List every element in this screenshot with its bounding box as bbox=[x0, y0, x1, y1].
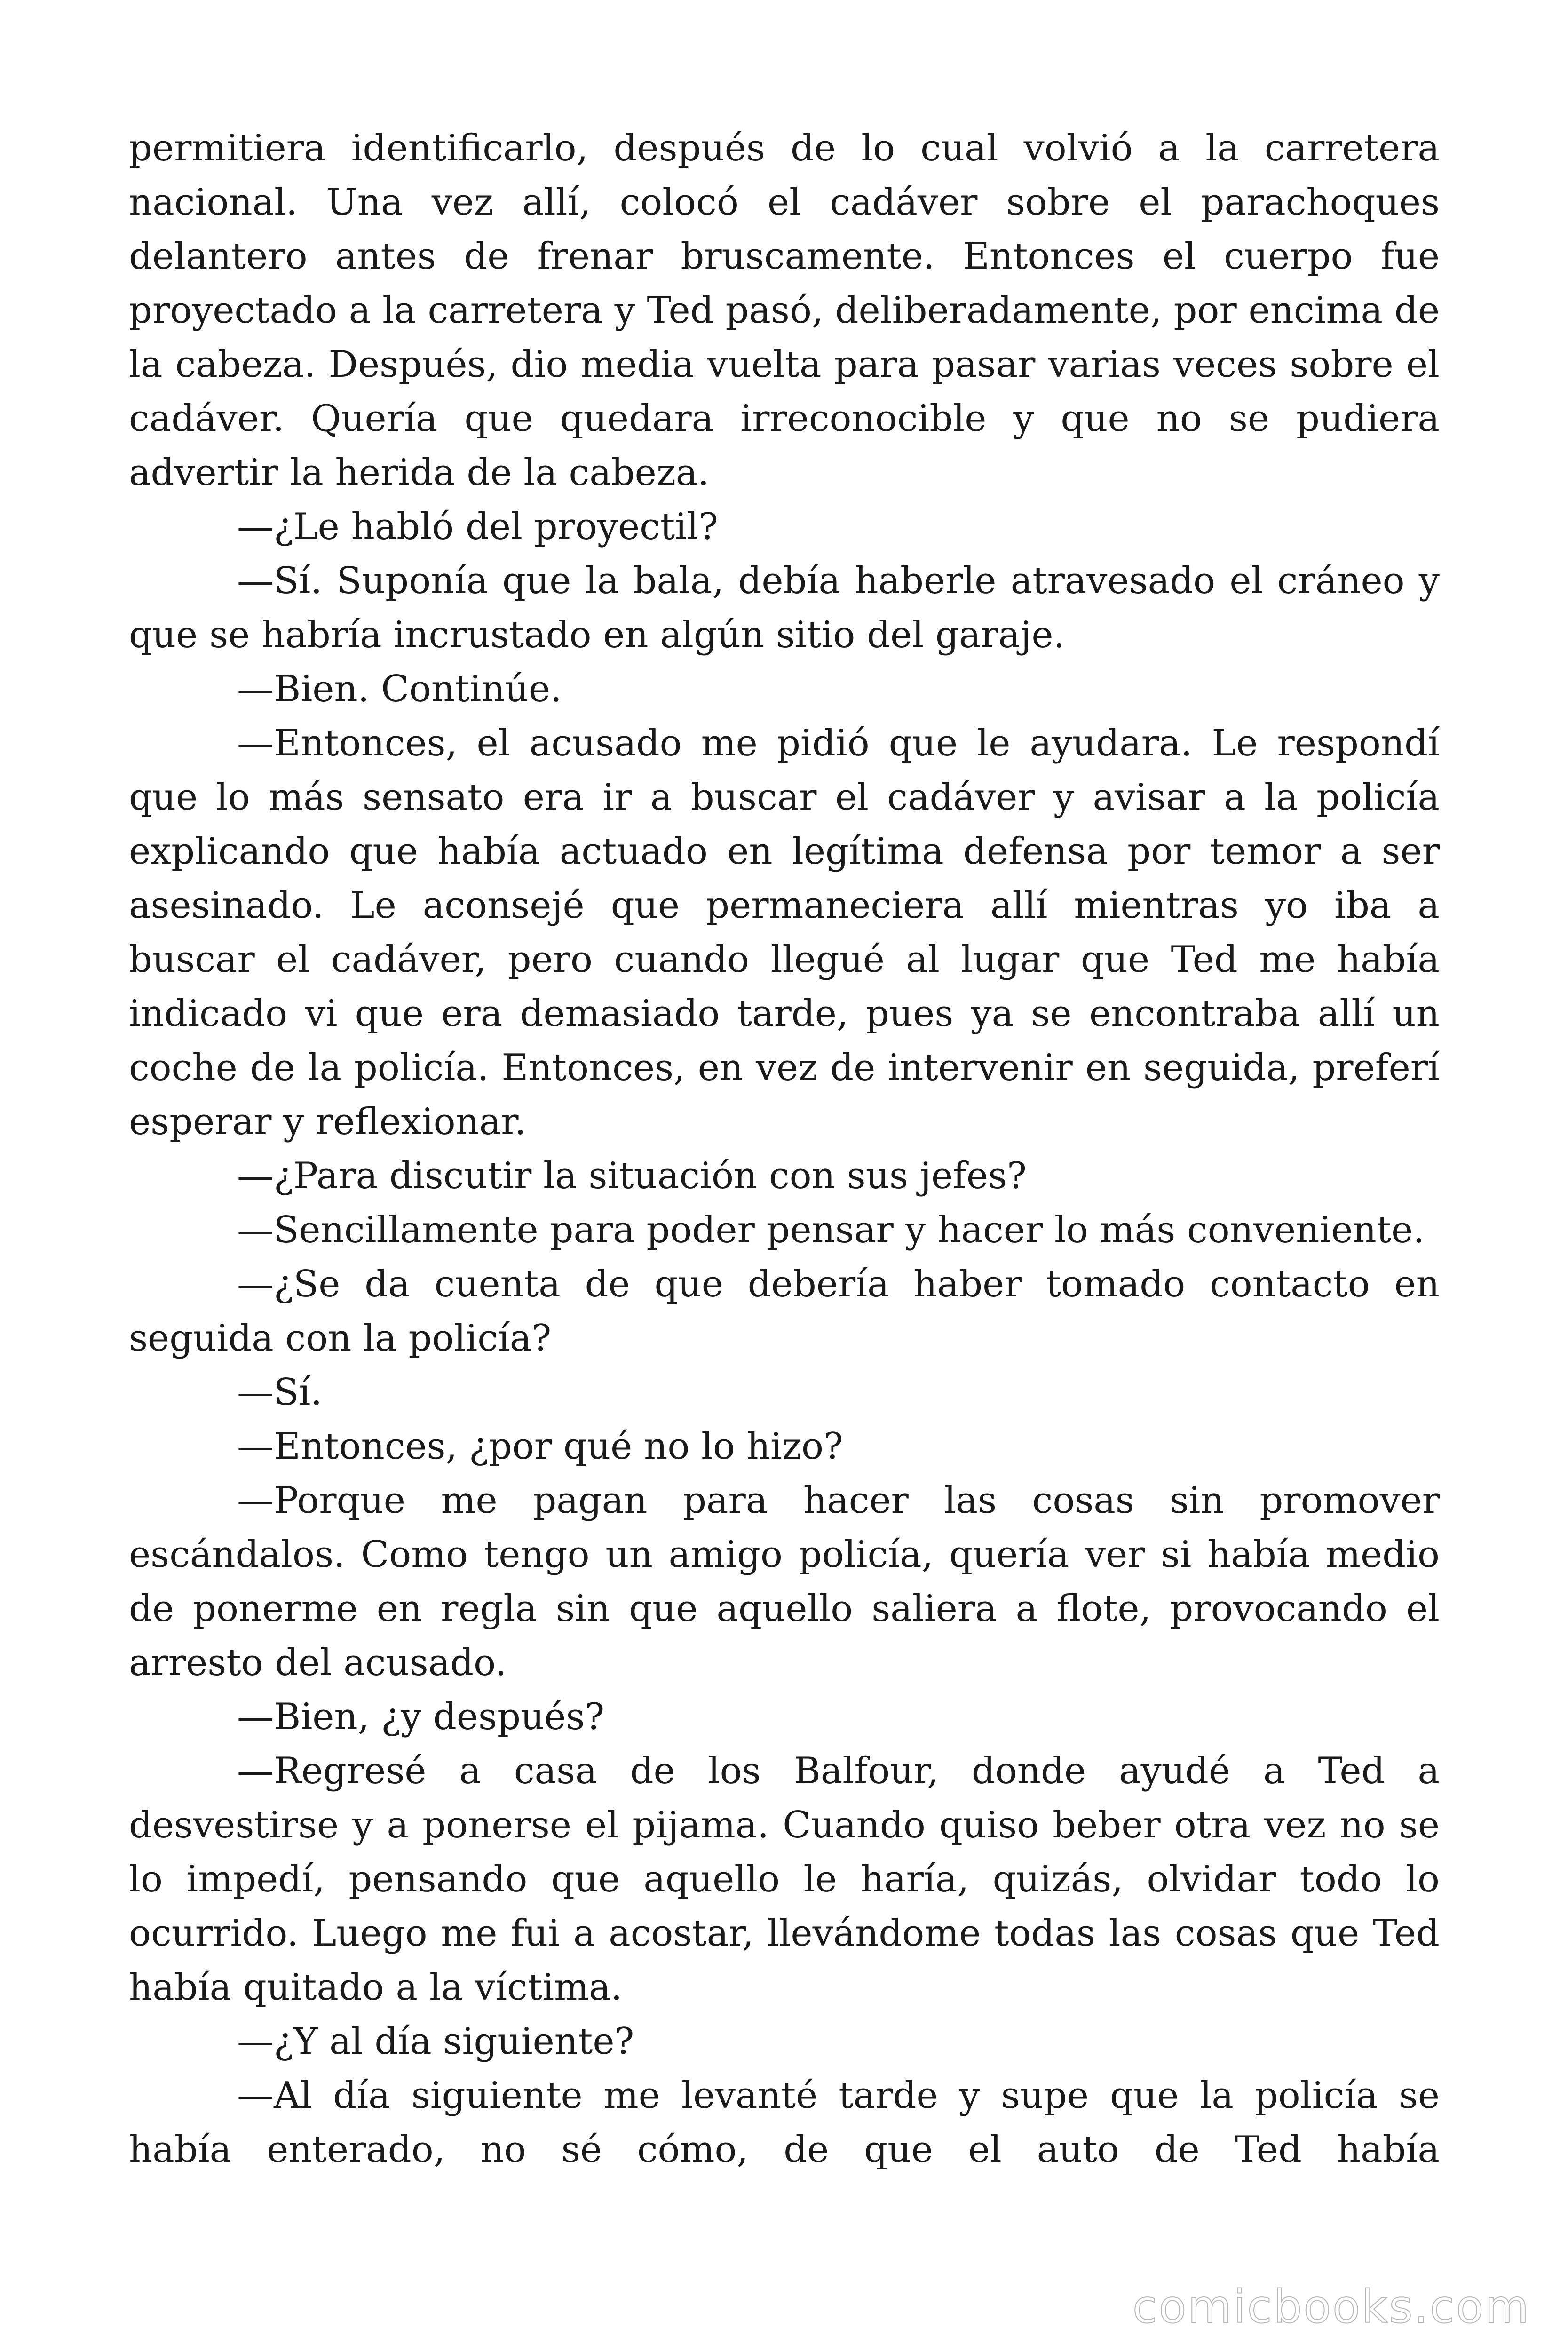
dialogue-line: —Entonces, ¿por qué no lo hizo? bbox=[237, 1425, 843, 1468]
dialogue-line: —Sí. bbox=[237, 1371, 323, 1414]
dialogue-line: —¿Le habló del proyectil? bbox=[237, 506, 718, 548]
dialogue-line: —Porque me pagan para hacer las cosas sin promover escándalos. Como tengo un amigo policía, quería ver si había medio de ponerme en regla sin que aquello saliera a flote, provocando el arresto del acusado. bbox=[129, 1479, 1440, 1684]
dialogue-line: —Bien. Continúe. bbox=[237, 668, 562, 710]
dialogue-line: —¿Para discutir la situación con sus jefes? bbox=[237, 1155, 1027, 1197]
dialogue-line: —Entonces, el acusado me pidió que le ayudara. Le respondí que lo más sensato era ir a buscar el cadáver y avisar a la policía explicando que había actuado en legítima defensa por temor a ser asesinado. Le aconsejé que permaneciera allí mientras yo iba a buscar el cadáver, pero cuando llegué al lugar que Ted me había indicado vi que era demasiado tarde, pues ya se encontraba allí un coche de la policía. Entonces, en vez de intervenir en seguida, preferí esperar y reflexionar. bbox=[129, 722, 1440, 1143]
dialogue-line: —Sí. Suponía que la bala, debía haberle atravesado el cráneo y que se habría incrustado en algún sitio del garaje. bbox=[129, 560, 1440, 656]
watermark: comicbooks.com bbox=[1132, 2280, 1530, 2333]
dialogue-line: —Regresé a casa de los Balfour, donde ayudé a Ted a desvestirse y a ponerse el pijama. Cuando quiso beber otra vez no se lo impedí, pensando que aquello le haría, quizás, olvidar todo lo ocurrido. Luego me fui a acostar, llevándome todas las cosas que Ted había quitado a la víctima. bbox=[129, 1750, 1440, 2009]
dialogue-line-continues: —Al día siguiente me levanté tarde y supe que la policía se había enterado, no sé cómo, de que el auto de Ted había bbox=[129, 2074, 1440, 2171]
dialogue-line: —Bien, ¿y después? bbox=[237, 1696, 605, 1738]
page-body-text bbox=[129, 121, 1440, 2177]
dialogue-line: —¿Se da cuenta de que debería haber tomado contacto en seguida con la policía? bbox=[129, 1263, 1440, 1359]
dialogue-line: —Sencillamente para poder pensar y hacer lo más conveniente. bbox=[237, 1209, 1425, 1251]
paragraph-continued: permitiera identificarlo, después de lo cual volvió a la carretera nacional. Una vez allí, colocó el cadáver sobre el parachoques delantero antes de frenar bruscamente. Entonces el cuerpo fue proyectado a la carretera y Ted pasó, deliberadamente, por encima de la cabeza. Después, dio media vuelta para pasar varias veces sobre el cadáver. Quería que quedara irreconocible y que no se pudiera advertir la herida de la cabeza. bbox=[129, 127, 1440, 494]
dialogue-line: —¿Y al día siguiente? bbox=[237, 2020, 634, 2063]
